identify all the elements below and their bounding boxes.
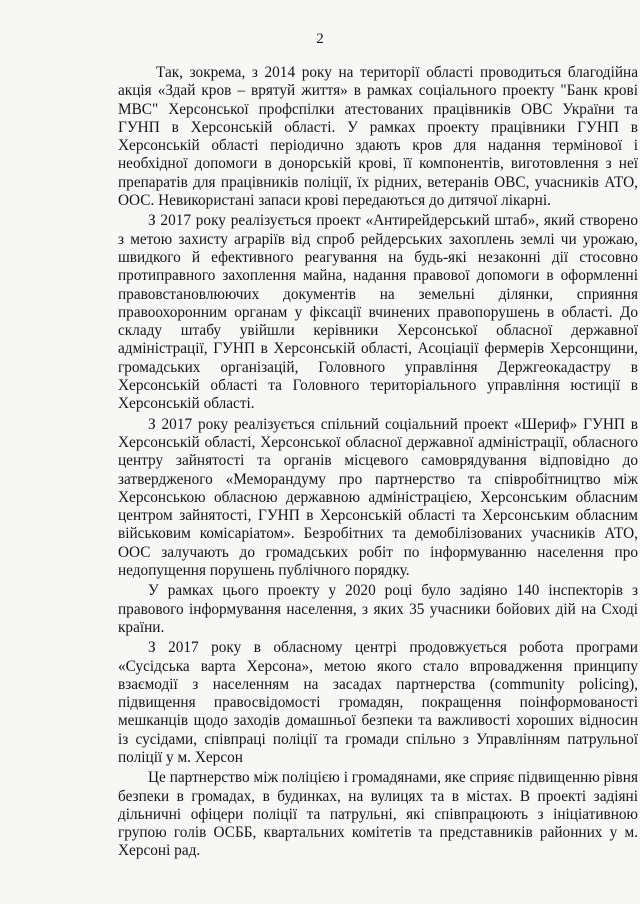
paragraph-inspectors-2020: У рамках цього проекту у 2020 році було задіяно 140 інспекторів з правового інформування населення, з яких 35 учасники бойових дій на Сході країни. xyxy=(118,582,638,636)
paragraph-partnership: Це партнерство між поліцією і громадянами, яке сприяє підвищенню рівня безпеки в громадах, в будинках, на вулицях та в містах. В проекті задіяні дільничні офіцери поліції та патрульні, які співпрацюють з ініціативною групою голів ОСББ, квартальних комітетів та представників районних у м. Херсоні рад. xyxy=(118,769,638,860)
paragraph-neighborhood-watch: З 2017 року в обласному центрі продовжується робота програми «Сусідська варта Херсона», метою якого стало впровадження принципу взаємодії з населенням на засадах партнерства (community policing), підвищення правосвідомості громадян, покращення поінформованості мешканців щодо заходів домашньої безпеки та важливості хороших відносин із сусідами, співпраці поліції та громади спільно з Управлінням патрульної поліції у м. Херсон xyxy=(118,639,638,766)
document-body xyxy=(118,64,638,863)
paragraph-sheriff-project: З 2017 року реалізується спільний соціальний проект «Шериф» ГУНП в Херсонській області, Херсонської обласної державної адміністрації, обласного центру зайнятості та органів місцевого самоврядування відповідно до затвердженого «Меморандуму про партнерство та співробітництво між Херсонською обласною державною адміністрацією, Херсонським обласним центром зайнятості, ГУНП в Херсонській області та Херсонським обласним військовим комісаріатом». Безробітних та демобілізованих учасників АТО, ООС залучають до громадських робіт по інформуванню населення про недопущення порушень публічного порядку. xyxy=(118,415,638,580)
paragraph-blood-donation: Так, зокрема, з 2014 року на території області проводиться благодійна акція «Здай кров – врятуй життя» в рамках соціального проекту "Банк крові МВС" Херсонської профспілки атестованих працівників ОВС України та ГУНП в Херсонській області. У рамках проекту працівники ГУНП в Херсонській області періодично здають кров для надання термінової і необхідної допомоги в донорській крові, її компонентів, виготовлення з неї препаратів для працівників поліції, їх рідних, ветеранів ОВС, учасників АТО, ООС. Невикористані запаси крові передаються до дитячої лікарні. xyxy=(118,64,638,210)
paragraph-anti-raider-hq: З 2017 року реалізується проект «Антирейдерський штаб», який створено з метою захисту аграріїв від спроб рейдерських захоплень землі чи урожаю, швидкого й ефективного реагування на будь-які незаконні дії стосовно протиправного захоплення майна, надання правової допомоги в оформленні правовстановлюючих документів на земельні ділянки, сприяння правоохоронним органам у фіксації вчинених правопорушень в області. До складу штабу увійшли керівники Херсонської обласної державної адміністрації, ГУНП в Херсонській області, Асоціації фермерів Херсонщини, громадських організацій, Головного управління Держгеокадастру в Херсонській області та Головного територіального управління юстиції в Херсонській області. xyxy=(118,212,638,413)
page-number: 2 xyxy=(316,31,324,47)
